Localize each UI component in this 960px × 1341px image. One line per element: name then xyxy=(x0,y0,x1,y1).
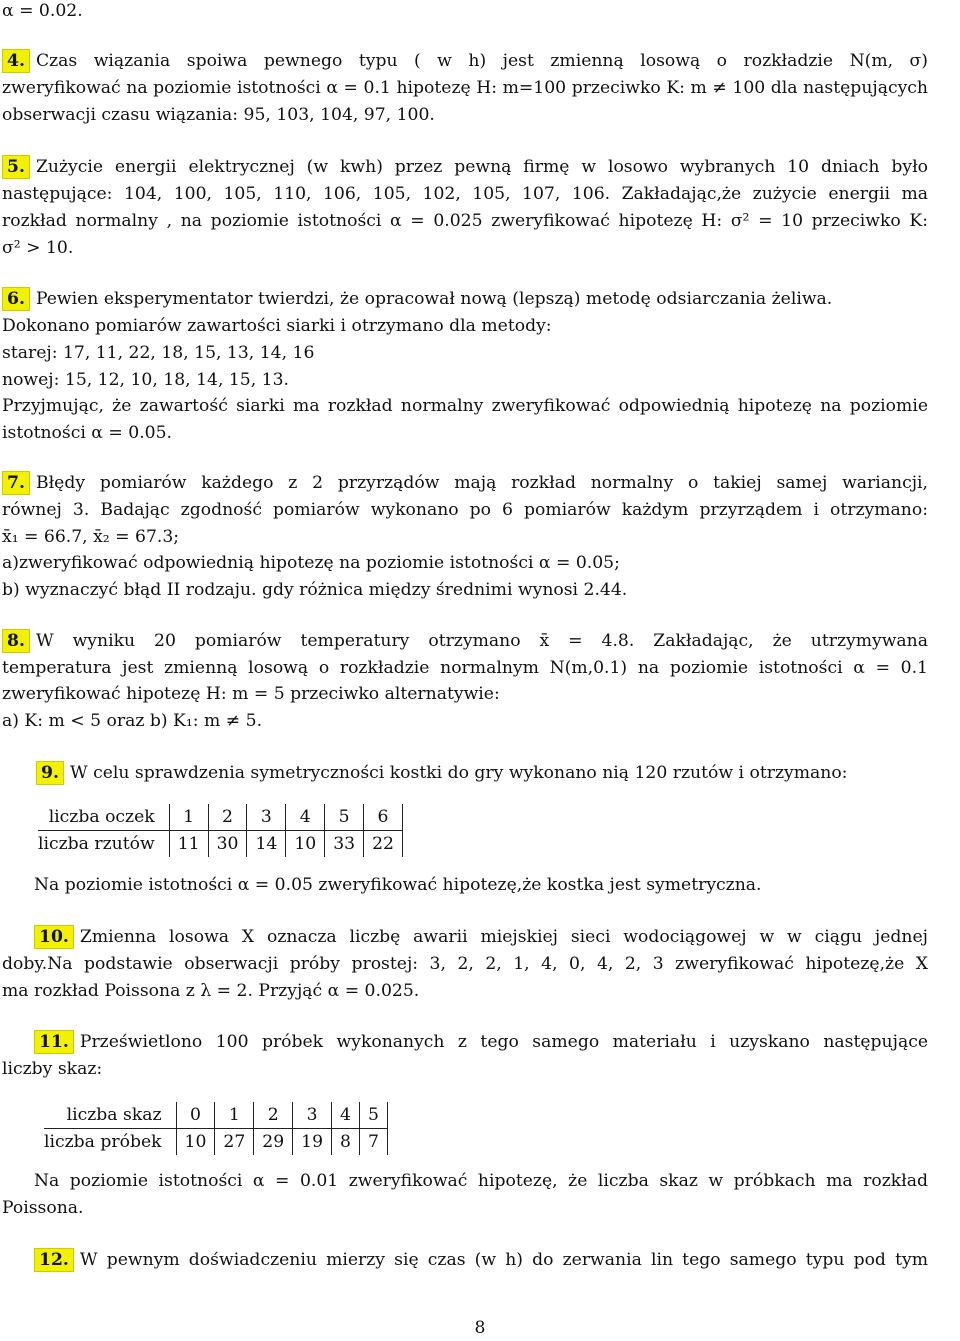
problem-11-text: Prześwietlono 100 próbek wykonanych z tego samego materiału i uzyskano następujące xyxy=(79,1032,928,1052)
dice-table xyxy=(38,804,403,857)
table-row xyxy=(38,831,402,858)
problem-4-line-1 xyxy=(2,48,928,74)
problem-6-text: Pewien eksperymentator twierdzi, że opracował nową (lepszą) metodę odsiarczania żeliwa. xyxy=(35,289,833,309)
problem-10-text: Zmienna losowa X oznacza liczbę awarii miejskiej sieci wodociągowej w w ciągu jednej xyxy=(79,927,928,947)
problem-8-line-1 xyxy=(2,628,928,654)
problem-number-4: 4. xyxy=(2,49,30,73)
defects-table xyxy=(44,1102,388,1155)
problem-8-line-2: temperatura jest zmienną losową o rozkładzie normalnym N(m,0.1) na poziomie istotności α = 0.1 xyxy=(2,658,928,678)
problem-7-line-5: b) wyznaczyć błąd II rodzaju. gdy różnica między średnimi wynosi 2.44. xyxy=(2,580,628,600)
problem-6-line-4: nowej: 15, 12, 10, 18, 14, 15, 13. xyxy=(2,370,290,390)
problem-number-9: 9. xyxy=(36,761,64,785)
table-cell: 5 xyxy=(359,1102,387,1129)
problem-5-text: Zużycie energii elektrycznej (w kwh) przez pewną firmę w losowo wybranych 10 dniach było xyxy=(35,157,928,177)
problem-8-text: W wyniku 20 pomiarów temperatury otrzymano x̄ = 4.8. Zakładając, że utrzymywana xyxy=(35,631,928,651)
problem-5-line-2: następujące: 104, 100, 105, 110, 106, 105, 102, 105, 107, 106. Zakładając,że zużycie energii ma xyxy=(2,184,928,204)
problem-6-line-1 xyxy=(2,286,832,312)
problem-7-text: Błędy pomiarów każdego z 2 przyrządów mają rozkład normalny o takiej samej wariancji, xyxy=(35,473,928,493)
problem-4-text: Czas wiązania spoiwa pewnego typu ( w h) jest zmienną losową o rozkładzie N(m, σ) xyxy=(35,51,928,71)
table-cell: 6 xyxy=(364,804,403,831)
problem-7-line-2: równej 3. Badając zgodność pomiarów wykonano po 6 pomiarów każdym przyrządem i otrzymano: xyxy=(2,500,928,520)
problem-11-line-2: liczby skaz: xyxy=(2,1059,103,1079)
problem-12-line-1 xyxy=(34,1247,928,1273)
table-row-label: liczba rzutów xyxy=(38,834,155,854)
problem-number-6: 6. xyxy=(2,287,30,311)
page-number: 8 xyxy=(474,1318,486,1338)
problem-7-line-3: x̄₁ = 66.7, x̄₂ = 67.3; xyxy=(2,527,180,547)
table-cell: 5 xyxy=(325,804,364,831)
table-row-label: liczba skaz xyxy=(44,1102,176,1129)
problem-9-line-1 xyxy=(2,760,847,786)
table-cell: 2 xyxy=(208,804,247,831)
problem-number-12: 12. xyxy=(34,1248,74,1272)
table-cell: 27 xyxy=(215,1129,254,1156)
problem-8-line-4: a) K: m < 5 oraz b) K₁: m ≠ 5. xyxy=(2,711,263,731)
table-cell: 8 xyxy=(332,1129,360,1156)
problem-number-7: 7. xyxy=(2,471,30,495)
problem-11-after-1: Na poziomie istotności α = 0.01 zweryfikować hipotezę, że liczba skaz w próbkach ma rozkład xyxy=(34,1171,928,1191)
problem-9-text: W celu sprawdzenia symetryczności kostki do gry wykonano nią 120 rzutów i otrzymano: xyxy=(69,763,848,783)
table-cell: 29 xyxy=(254,1129,293,1156)
table-cell: 11 xyxy=(169,831,208,858)
problem-6-line-6: istotności α = 0.05. xyxy=(2,423,172,443)
table-cell: 4 xyxy=(286,804,325,831)
table-cell: 10 xyxy=(176,1129,215,1156)
problem-number-8: 8. xyxy=(2,629,30,653)
table-cell: 19 xyxy=(293,1129,332,1156)
problem-number-10: 10. xyxy=(34,925,74,949)
problem-11-line-1 xyxy=(34,1029,928,1055)
problem-5-line-1 xyxy=(2,154,928,180)
problem-6-line-3: starej: 17, 11, 22, 18, 15, 13, 14, 16 xyxy=(2,343,315,363)
table-cell: 33 xyxy=(325,831,364,858)
problem-10-line-2: doby.Na podstawie obserwacji próby prostej: 3, 2, 2, 1, 4, 0, 4, 2, 3 zweryfikować hipotezę,że X xyxy=(2,954,928,974)
problem-5-line-3: rozkład normalny , na poziomie istotności α = 0.025 zweryfikować hipotezę H: σ² = 10 przeciwko K: xyxy=(2,211,928,231)
problem-number-5: 5. xyxy=(2,155,30,179)
problem-8-line-3: zweryfikować hipotezę H: m = 5 przeciwko alternatywie: xyxy=(2,684,500,704)
problem-6-line-2: Dokonano pomiarów zawartości siarki i otrzymano dla metody: xyxy=(2,316,552,336)
problem-5-line-4: σ² > 10. xyxy=(2,238,74,258)
table-cell: 10 xyxy=(286,831,325,858)
table-row xyxy=(44,1129,387,1156)
table-cell: 22 xyxy=(364,831,403,858)
problem-7-line-1 xyxy=(2,470,928,496)
table-row xyxy=(38,804,402,831)
problem-number-11: 11. xyxy=(34,1030,74,1054)
problem-10-line-1 xyxy=(34,924,928,950)
problem-12-text: W pewnym doświadczeniu mierzy się czas (w h) do zerwania lin tego samego typu pod tym xyxy=(79,1250,928,1270)
problem-4-line-2: zweryfikować na poziomie istotności α = 0.1 hipotezę H: m=100 przeciwko K: m ≠ 100 dla następujących xyxy=(2,78,928,98)
table-cell: 0 xyxy=(176,1102,215,1129)
problem-4-line-3: obserwacji czasu wiązania: 95, 103, 104, 97, 100. xyxy=(2,105,435,125)
problem-6-line-5: Przyjmując, że zawartość siarki ma rozkład normalny zweryfikować odpowiednią hipotezę na poziomie xyxy=(2,396,928,416)
text-line: α = 0.02. xyxy=(2,1,83,21)
table-cell: 4 xyxy=(332,1102,360,1129)
problem-10-line-3: ma rozkład Poissona z λ = 2. Przyjąć α = 0.025. xyxy=(2,981,420,1001)
problem-11-after-2: Poissona. xyxy=(2,1198,84,1218)
table-row xyxy=(44,1102,387,1129)
table-cell: 7 xyxy=(359,1129,387,1156)
table-row-label: liczba próbek xyxy=(44,1132,162,1152)
table-row-label: liczba oczek xyxy=(38,804,169,831)
table-cell: 2 xyxy=(254,1102,293,1129)
table-cell: 3 xyxy=(247,804,286,831)
problem-7-line-4: a)zweryfikować odpowiednią hipotezę na poziomie istotności α = 0.05; xyxy=(2,553,620,573)
table-cell: 3 xyxy=(293,1102,332,1129)
table-cell: 1 xyxy=(169,804,208,831)
table-cell: 1 xyxy=(215,1102,254,1129)
table-cell: 14 xyxy=(247,831,286,858)
problem-9-after: Na poziomie istotności α = 0.05 zweryfikować hipotezę,że kostka jest symetryczna. xyxy=(34,875,762,895)
table-cell: 30 xyxy=(208,831,247,858)
